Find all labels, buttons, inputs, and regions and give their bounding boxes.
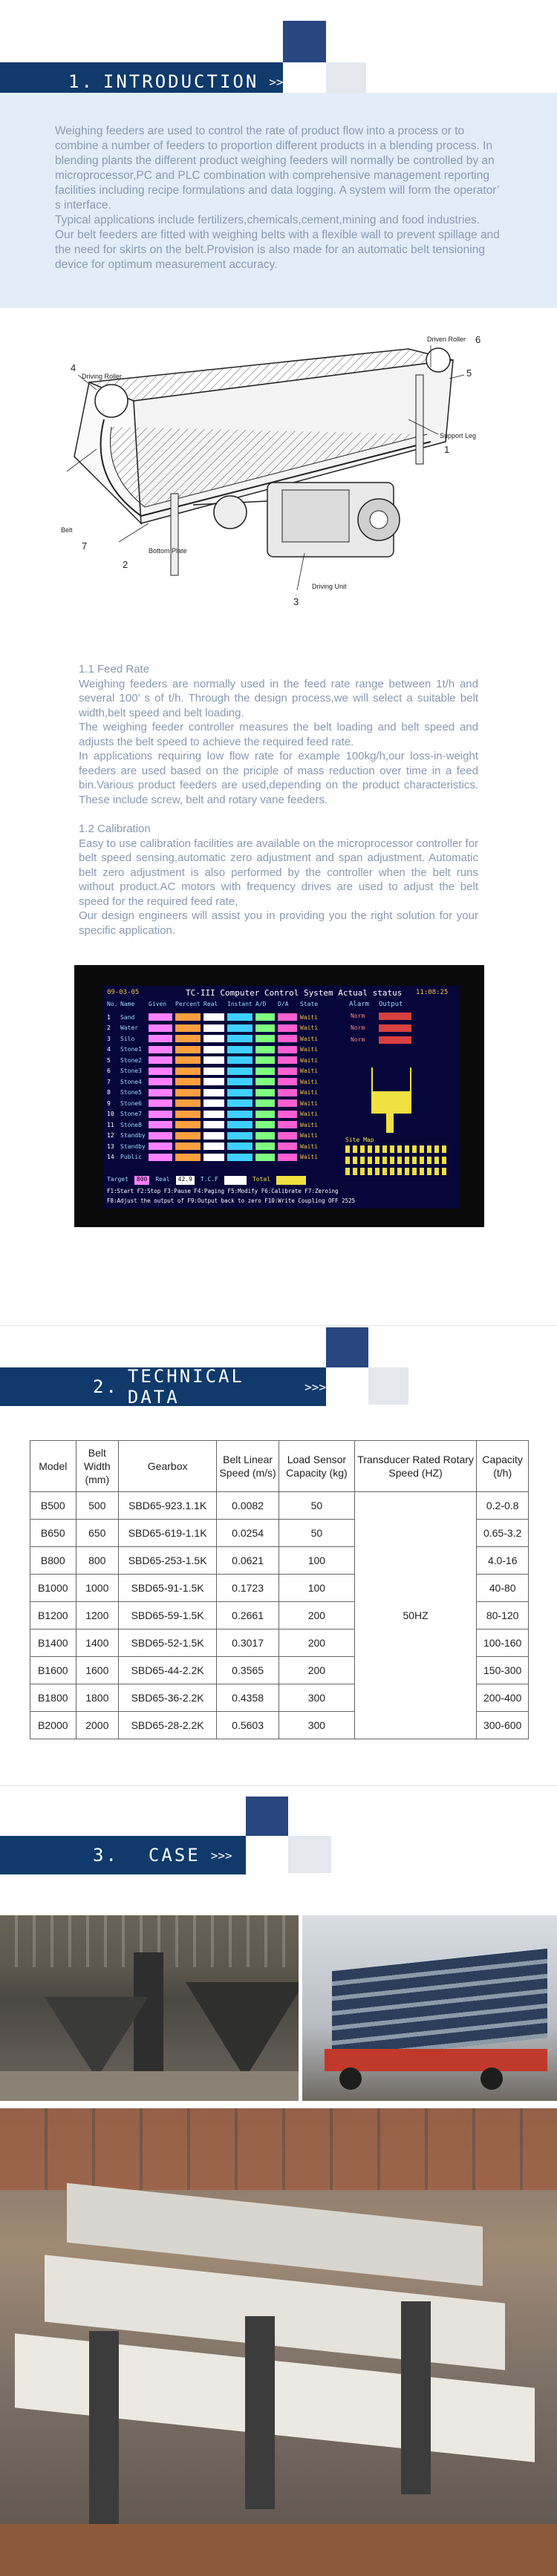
table-cell: SBD65-28-2.2K — [119, 1712, 217, 1739]
screen-row-name: Standby — [120, 1132, 146, 1140]
screen-row-number: 9 — [107, 1099, 111, 1107]
function-keys-line-2: F8:Adjust the output of F9:Output back to zero F10:Write Coupling OFF 2525 — [107, 1197, 356, 1204]
calibration-heading: 1.2 Calibration — [79, 823, 151, 835]
table-cell: 300 — [278, 1684, 354, 1712]
screen-row-value-box — [149, 1078, 172, 1085]
section-2-number: 2. — [93, 1376, 119, 1397]
screen-time: 11:08:25 — [416, 989, 449, 996]
screen-row-value-box — [227, 1154, 253, 1161]
screen-row-value-box — [278, 1078, 297, 1085]
total-value — [276, 1176, 306, 1185]
table-cell: 1600 — [76, 1657, 119, 1684]
label-num-3: 3 — [293, 596, 299, 607]
decor-square-light — [288, 1836, 331, 1873]
screen-row-value-box — [203, 1121, 224, 1128]
table-header: Gearbox — [119, 1441, 217, 1492]
screen-row-value-box — [175, 1024, 201, 1032]
table-header: Belt Width (mm) — [76, 1441, 119, 1492]
output-header: Output — [379, 1001, 403, 1008]
label-num-1: 1 — [444, 444, 450, 455]
tcf-value — [224, 1176, 247, 1185]
screen-table-header — [107, 1001, 337, 1011]
screen-row-value-box — [278, 1089, 297, 1096]
feed-rate-paragraph: The weighing feeder controller measures the belt loading and belt speed and adjusts the belt speed to achieve the required feed rate. — [79, 721, 478, 748]
screen-row-state: Waiti — [300, 1132, 319, 1140]
table-cell: 800 — [76, 1547, 119, 1575]
table-cell: SBD65-59-1.5K — [119, 1602, 217, 1629]
table-cell-transducer: 50HZ — [354, 1492, 476, 1739]
screen-row-value-box — [278, 1099, 297, 1107]
screen-header: No. — [107, 1001, 118, 1007]
table-cell: B1400 — [30, 1629, 76, 1657]
table-cell: 1200 — [76, 1602, 119, 1629]
hopper-graphic — [371, 1068, 411, 1114]
label-driving-roller: Driving Roller — [82, 373, 123, 380]
screen-row-name: Public — [120, 1154, 142, 1161]
screen-row-value-box — [255, 1111, 275, 1118]
screen-row-state: Waiti — [300, 1068, 319, 1075]
screen-row — [107, 1088, 337, 1099]
screen-row-number: 13 — [107, 1142, 114, 1150]
screen-row-state: Waiti — [300, 1078, 319, 1085]
screen-row-value-box — [149, 1121, 172, 1128]
screen-row-value-box — [255, 1142, 275, 1150]
hopper-chute — [386, 1114, 394, 1133]
screen-row-value-box — [227, 1056, 253, 1064]
conveyor-arrows — [345, 1168, 449, 1175]
feed-rate-block — [79, 662, 478, 938]
screen-row — [107, 1098, 337, 1109]
screen-row-name: Stone2 — [120, 1056, 142, 1064]
screen-row-number: 12 — [107, 1132, 114, 1140]
intro-paragraph: Typical applications include fertilizers,chemicals,cement,mining and food industries. — [55, 214, 481, 226]
table-body — [30, 1492, 529, 1739]
screen-row-state: Waiti — [300, 1013, 319, 1021]
screen-row-value-box — [149, 1132, 172, 1140]
case-photo-feeders — [0, 2108, 557, 2576]
screen-row-value-box — [278, 1046, 297, 1053]
screen-row-value-box — [203, 1154, 224, 1161]
table-cell: 100-160 — [477, 1629, 529, 1657]
screen-row-state: Waiti — [300, 1035, 319, 1042]
decor-square-dark — [283, 21, 326, 62]
screen-row-name: Sand — [120, 1013, 135, 1021]
decor-square-dark — [326, 1327, 368, 1367]
table-cell: B500 — [30, 1492, 76, 1520]
conveyor-arrows — [345, 1157, 449, 1164]
table-cell: 200 — [278, 1657, 354, 1684]
screen-row-value-box — [255, 1089, 275, 1096]
screen-header: Given — [149, 1001, 167, 1007]
label-num-6: 6 — [475, 334, 481, 345]
screen-row-value-box — [278, 1056, 297, 1064]
table-cell: 0.3565 — [217, 1657, 279, 1684]
table-header: Model — [30, 1441, 76, 1492]
screen-row-value-box — [175, 1111, 201, 1118]
table-cell: 2000 — [76, 1712, 119, 1739]
screen-row-value-box — [255, 1078, 275, 1085]
feed-rate-heading: 1.1 Feed Rate — [79, 663, 150, 676]
screen-row-state: Waiti — [300, 1121, 319, 1128]
screen-row — [107, 1023, 337, 1034]
screen-title: TC-III Computer Control System Actual status — [186, 988, 403, 998]
screen-row-number: 8 — [107, 1089, 111, 1096]
screen-row — [107, 1141, 337, 1152]
tcf-label: T.C.F — [200, 1176, 218, 1183]
site-map-label: Site Map — [345, 1137, 374, 1143]
table-cell: 0.1723 — [217, 1575, 279, 1602]
driving-roller — [95, 385, 128, 417]
intro-paragraph: Our belt feeders are fitted with weighing belts with a flexible wall to prevent spillage and the need for skirts on the belt.Provision is also made for an automatic belt tensioning device for optimum measurement accuracy. — [55, 229, 500, 271]
screen-row-value-box — [278, 1111, 297, 1118]
screen-row-value-box — [175, 1046, 201, 1053]
table-cell: 200-400 — [477, 1684, 529, 1712]
screen-row-name: Stone6 — [120, 1099, 142, 1107]
screen-rows — [107, 1012, 337, 1163]
table-cell: 0.0082 — [217, 1492, 279, 1520]
screen-row-value-box — [227, 1046, 253, 1053]
screen-row-value-box — [278, 1024, 297, 1032]
support-leg — [416, 375, 423, 464]
screen-row-value-box — [175, 1121, 201, 1128]
screen-row-value-box — [227, 1132, 253, 1140]
table-cell: 300 — [278, 1712, 354, 1739]
screen-row-value-box — [227, 1068, 253, 1075]
table-cell: 4.0-16 — [477, 1547, 529, 1575]
screen-row-state: Waiti — [300, 1056, 319, 1064]
table-header: Transducer Rated Rotary Speed (HZ) — [354, 1441, 476, 1492]
screen-row — [107, 1152, 337, 1163]
table-row — [30, 1492, 529, 1520]
section-1-arrows: >>> — [269, 74, 291, 89]
table-cell: 300-600 — [477, 1712, 529, 1739]
screen-row-value-box — [149, 1046, 172, 1053]
screen-row-state: Waiti — [300, 1142, 319, 1150]
screen-row-value-box — [278, 1154, 297, 1161]
screen-header: State — [300, 1001, 319, 1007]
screen-row-value-box — [203, 1111, 224, 1118]
screen-header: Name — [120, 1001, 135, 1007]
screen-row-value-box — [149, 1056, 172, 1064]
screen-row-name: Silo — [120, 1035, 135, 1042]
screen-header: D/A — [278, 1001, 289, 1007]
label-bottom-plate: Bottom Plate — [149, 547, 187, 555]
section-3-arrows: >>> — [210, 1848, 232, 1863]
decor-square-light — [368, 1367, 408, 1405]
screen-row-name: Stone3 — [120, 1068, 142, 1075]
screen-row-value-box — [175, 1089, 201, 1096]
table-cell: 200 — [278, 1602, 354, 1629]
screen-row-value-box — [149, 1089, 172, 1096]
screen-row-value-box — [203, 1013, 224, 1021]
screen-row — [107, 1055, 337, 1066]
driven-roller — [426, 348, 450, 372]
screen-row-value-box — [255, 1035, 275, 1042]
table-cell: 0.0254 — [217, 1520, 279, 1547]
table-cell: B650 — [30, 1520, 76, 1547]
table-cell: 1800 — [76, 1684, 119, 1712]
screen-row-value-box — [203, 1024, 224, 1032]
table-cell: B1200 — [30, 1602, 76, 1629]
screen-row-value-box — [227, 1099, 253, 1107]
screen-row-name: Stone5 — [120, 1089, 142, 1096]
screen-row-value-box — [227, 1111, 253, 1118]
screen-header: Real — [203, 1001, 218, 1007]
screen-row-value-box — [175, 1099, 201, 1107]
label-driven-roller: Driven Roller — [427, 336, 466, 343]
table-cell: SBD65-253-1.5K — [119, 1547, 217, 1575]
screen-row-name: Water — [120, 1024, 139, 1032]
output-bar — [379, 1024, 411, 1032]
screen-status-line — [107, 1176, 456, 1185]
screen-row-value-box — [175, 1013, 201, 1021]
screen-row — [107, 1045, 337, 1056]
section-1-title: INTRODUCTION — [102, 71, 259, 92]
screen-row-value-box — [149, 1068, 172, 1075]
screen-header: Percent — [175, 1001, 201, 1007]
intro-box — [0, 93, 557, 308]
screen-row-number: 3 — [107, 1035, 111, 1042]
screen-row-value-box — [227, 1121, 253, 1128]
alarm-row: Norm — [351, 1013, 365, 1019]
table-cell: 100 — [278, 1547, 354, 1575]
screen-row-name: Stone4 — [120, 1078, 142, 1085]
table-cell: SBD65-44-2.2K — [119, 1657, 217, 1684]
screen-row-value-box — [255, 1046, 275, 1053]
table-cell: 1400 — [76, 1629, 119, 1657]
label-num-7: 7 — [82, 540, 88, 552]
monitor-display — [104, 986, 459, 1209]
screen-row-number: 4 — [107, 1046, 111, 1053]
screen-row-value-box — [278, 1121, 297, 1128]
table-cell: B1800 — [30, 1684, 76, 1712]
screen-row-value-box — [278, 1013, 297, 1021]
table-cell: B1600 — [30, 1657, 76, 1684]
screen-row-value-box — [149, 1154, 172, 1161]
conveyor-arrows — [345, 1145, 449, 1153]
technical-data-table — [30, 1440, 529, 1739]
table-cell: SBD65-36-2.2K — [119, 1684, 217, 1712]
screen-row-value-box — [149, 1035, 172, 1042]
screen-row — [107, 1131, 337, 1142]
target-value: 800 — [134, 1176, 149, 1185]
screen-row-value-box — [203, 1068, 224, 1075]
screen-row-value-box — [203, 1142, 224, 1150]
decor-square-dark — [246, 1797, 288, 1836]
screen-row-value-box — [175, 1154, 201, 1161]
table-cell: 500 — [76, 1492, 119, 1520]
screen-row — [107, 1033, 337, 1045]
table-cell: 0.4358 — [217, 1684, 279, 1712]
screen-row-value-box — [255, 1154, 275, 1161]
table-cell: 50 — [278, 1492, 354, 1520]
belt-feeder-diagram — [59, 330, 505, 650]
screen-row — [107, 1119, 337, 1131]
screen-row-value-box — [227, 1035, 253, 1042]
table-cell: 0.2661 — [217, 1602, 279, 1629]
screen-row-value-box — [255, 1013, 275, 1021]
screen-row-number: 7 — [107, 1078, 111, 1085]
screen-row-value-box — [149, 1099, 172, 1107]
screen-row-value-box — [278, 1035, 297, 1042]
section-2-title: TECHNICAL DATA — [127, 1366, 244, 1408]
screen-row-value-box — [175, 1132, 201, 1140]
screen-row-number: 5 — [107, 1056, 111, 1064]
screen-row-value-box — [149, 1111, 172, 1118]
label-belt: Belt — [61, 526, 73, 534]
table-header: Load Sensor Capacity (kg) — [278, 1441, 354, 1492]
support-leg — [171, 494, 178, 575]
screen-row-state: Waiti — [300, 1154, 319, 1161]
screen-row-number: 14 — [107, 1154, 114, 1161]
case-photo-truck — [302, 1915, 557, 2101]
screen-row-number: 2 — [107, 1024, 111, 1032]
intro-paragraph: Weighing feeders are used to control the rate of product flow into a process or to combine a number of feeders to proportion different products in a blending process. In blending plants the different product weighing feeders will normally be controlled by an microprocessor,PC and PLC combination with comprehensive management reporting facilities including recipe formulations and data logging. A system will form the operator’ s interface. — [55, 125, 499, 212]
screen-row-number: 6 — [107, 1068, 111, 1075]
screen-row-name: Standby — [120, 1142, 146, 1150]
screen-row-state: Waiti — [300, 1046, 319, 1053]
table-cell: SBD65-91-1.5K — [119, 1575, 217, 1602]
screen-row-value-box — [175, 1035, 201, 1042]
feed-rate-paragraph: In applications requiring low flow rate for example 100kg/h,our loss-in-weight feeders are used based on the priciple of mass reduction over time in a feed bin.Various product feeders are used,depending on the product characteristics. These include screw, belt and rotary vane feeders. — [79, 750, 478, 806]
table-cell: 200 — [278, 1629, 354, 1657]
divider — [0, 1785, 557, 1786]
table-cell: 0.3017 — [217, 1629, 279, 1657]
table-cell: 0.5603 — [217, 1712, 279, 1739]
label-num-4: 4 — [71, 362, 76, 373]
screen-row — [107, 1109, 337, 1120]
screen-row-value-box — [149, 1142, 172, 1150]
label-num-5: 5 — [466, 367, 472, 379]
output-bar — [379, 1013, 411, 1020]
screen-row-value-box — [175, 1078, 201, 1085]
target-label: Target — [107, 1176, 128, 1183]
section-3-number: 3. — [93, 1845, 119, 1866]
screen-row-value-box — [255, 1132, 275, 1140]
screen-row-value-box — [203, 1046, 224, 1053]
screen-row-number: 1 — [107, 1013, 111, 1021]
controller-screen-photo — [74, 965, 484, 1227]
feed-rate-paragraph: Weighing feeders are normally used in the feed rate range between 1t/h and several 100’ s of t/h. Through the design process,we will select a suitable belt width,belt speed and belt loading. — [79, 677, 478, 719]
table-header: Belt Linear Speed (m/s) — [217, 1441, 279, 1492]
table-cell: SBD65-619-1.1K — [119, 1520, 217, 1547]
screen-row-value-box — [255, 1056, 275, 1064]
screen-row-state: Waiti — [300, 1099, 319, 1107]
screen-row — [107, 1066, 337, 1077]
screen-row-name: Stone1 — [120, 1046, 142, 1053]
screen-row-state: Waiti — [300, 1111, 319, 1118]
table-cell: 650 — [76, 1520, 119, 1547]
screen-row-name: Stone8 — [120, 1121, 142, 1128]
divider — [0, 1325, 557, 1326]
screen-header: A/D — [255, 1001, 267, 1007]
alarm-row: Norm — [351, 1036, 365, 1043]
alarm-header: Alarm — [349, 1001, 370, 1008]
table-cell: 100 — [278, 1575, 354, 1602]
table-header-row — [30, 1441, 529, 1492]
section-3-banner — [0, 1836, 246, 1874]
screen-row-value-box — [227, 1142, 253, 1150]
table-cell: 80-120 — [477, 1602, 529, 1629]
section-3-title: CASE — [148, 1845, 201, 1866]
case-photo-factory — [0, 1915, 299, 2101]
screen-row-value-box — [278, 1142, 297, 1150]
screen-row-value-box — [255, 1099, 275, 1107]
screen-row-value-box — [149, 1024, 172, 1032]
screen-row-value-box — [227, 1089, 253, 1096]
screen-row-value-box — [278, 1068, 297, 1075]
label-support-leg: Support Leg — [440, 432, 477, 439]
screen-row-value-box — [175, 1056, 201, 1064]
screen-row-value-box — [278, 1132, 297, 1140]
table-cell: B800 — [30, 1547, 76, 1575]
screen-row-value-box — [175, 1142, 201, 1150]
screen-row-value-box — [255, 1068, 275, 1075]
screen-row — [107, 1012, 337, 1023]
screen-row-number: 11 — [107, 1121, 114, 1128]
calibration-paragraph: Our design engineers will assist you in providing you the right solution for your specific application. — [79, 909, 478, 937]
table-cell: 50 — [278, 1520, 354, 1547]
function-keys-line-1: F1:Start F2:Stop F3:Pause F4:Paging F5:Modify F6:Calibrate F7:Zeroing — [107, 1188, 339, 1194]
table-cell: 150-300 — [477, 1657, 529, 1684]
screen-row-name: Stone7 — [120, 1111, 142, 1118]
real-label: Real — [155, 1176, 170, 1183]
screen-row-value-box — [227, 1024, 253, 1032]
table-cell: 0.0621 — [217, 1547, 279, 1575]
screen-header: Instant — [227, 1001, 253, 1007]
screen-row-value-box — [227, 1078, 253, 1085]
screen-row-value-box — [203, 1078, 224, 1085]
real-value: 42.9 — [176, 1176, 195, 1185]
output-bar — [379, 1036, 411, 1044]
screen-row-value-box — [203, 1089, 224, 1096]
screen-row-value-box — [149, 1013, 172, 1021]
table-cell: B1000 — [30, 1575, 76, 1602]
screen-row-value-box — [203, 1035, 224, 1042]
screen-row-value-box — [203, 1132, 224, 1140]
screen-row-value-box — [203, 1056, 224, 1064]
screen-row-state: Waiti — [300, 1024, 319, 1032]
total-label: Total — [252, 1176, 271, 1183]
screen-date: 09-03-05 — [107, 989, 140, 996]
table-header: Capacity (t/h) — [477, 1441, 529, 1492]
intro-text — [55, 124, 501, 272]
section-2-banner — [0, 1367, 326, 1406]
label-driving-unit: Driving Unit — [312, 583, 347, 590]
label-num-2: 2 — [123, 559, 128, 570]
table-cell: SBD65-52-1.5K — [119, 1629, 217, 1657]
screen-row — [107, 1076, 337, 1088]
screen-row-state: Waiti — [300, 1089, 319, 1096]
table-cell: 1000 — [76, 1575, 119, 1602]
screen-row-value-box — [203, 1099, 224, 1107]
screen-row-value-box — [227, 1013, 253, 1021]
section-1-number: 1. — [68, 71, 94, 92]
alarm-row: Norm — [351, 1024, 365, 1031]
screen-row-value-box — [255, 1024, 275, 1032]
screen-row-value-box — [255, 1121, 275, 1128]
table-cell: 0.65-3.2 — [477, 1520, 529, 1547]
section-2-arrows: >>> — [304, 1379, 326, 1394]
table-cell: SBD65-923.1.1K — [119, 1492, 217, 1520]
table-cell: 0.2-0.8 — [477, 1492, 529, 1520]
screen-row-value-box — [175, 1068, 201, 1075]
table-cell: 40-80 — [477, 1575, 529, 1602]
screen-row-number: 10 — [107, 1111, 114, 1118]
table-cell: B2000 — [30, 1712, 76, 1739]
calibration-paragraph: Easy to use calibration facilities are available on the microprocessor controller for belt speed sensing,automatic zero adjustment and span adjustment. Automatic belt zero adjustment is also performed by the controller when the belt runs without product.AC motors with frequency drives are used to adjust the belt speed for the required feed rate, — [79, 837, 478, 908]
